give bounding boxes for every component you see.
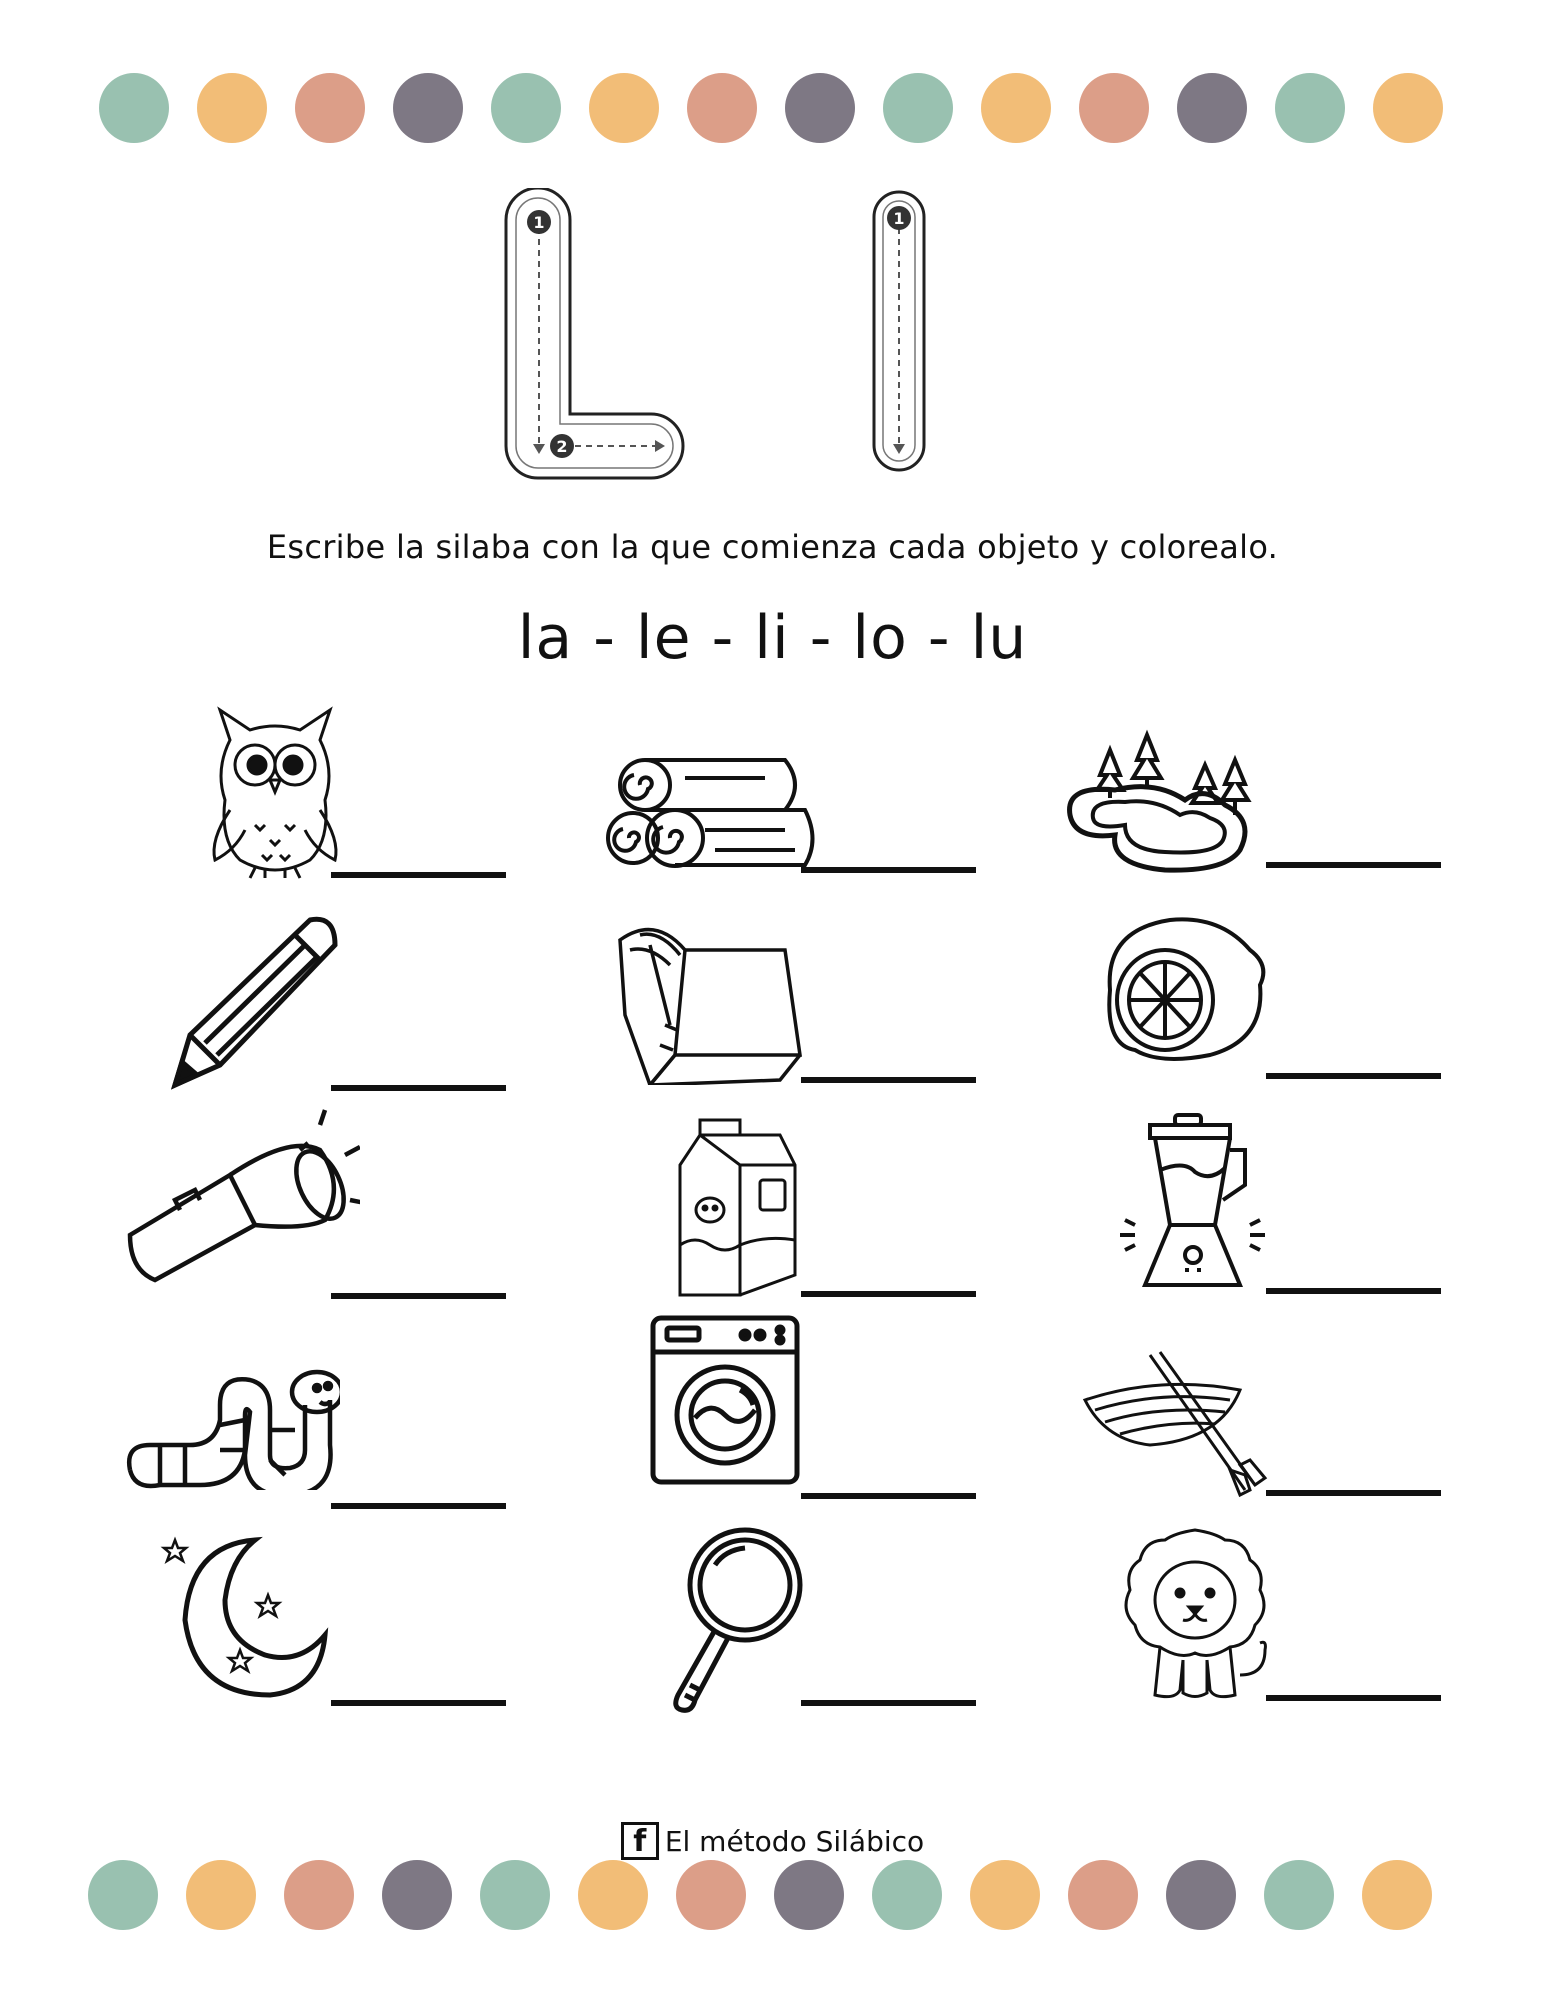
footer-text: El método Silábico	[664, 1824, 925, 1858]
instruction-text: Escribe la silaba con la que comienza cada objeto y colorealo.	[266, 528, 1279, 566]
bottom-dot-row	[0, 1860, 1545, 1932]
answer-line[interactable]	[331, 1503, 506, 1509]
owl-icon	[200, 700, 350, 890]
answer-line[interactable]	[801, 1700, 976, 1706]
lion-icon	[1115, 1525, 1275, 1705]
item-flashlight	[120, 1105, 500, 1305]
lowercase-step-1: 1	[893, 209, 905, 228]
decorative-dot	[491, 73, 561, 143]
decorative-dot	[186, 1860, 256, 1930]
decorative-dot	[197, 73, 267, 143]
letter-tracing	[0, 188, 1545, 488]
decorative-dot	[1079, 73, 1149, 143]
uppercase-l-tracing	[506, 188, 683, 478]
pencil-icon	[155, 905, 345, 1095]
decorative-dot	[883, 73, 953, 143]
answer-line[interactable]	[801, 1291, 976, 1297]
decorative-dot	[774, 1860, 844, 1930]
answer-line[interactable]	[331, 872, 506, 878]
item-moon	[120, 1525, 500, 1725]
decorative-dot	[589, 73, 659, 143]
decorative-dot	[88, 1860, 158, 1930]
logs-icon	[605, 740, 815, 880]
decorative-dot	[393, 73, 463, 143]
decorative-dot	[1373, 73, 1443, 143]
facebook-icon[interactable]: f	[621, 1822, 659, 1860]
item-owl	[120, 690, 500, 890]
answer-line[interactable]	[331, 1085, 506, 1091]
decorative-dot	[1177, 73, 1247, 143]
blender-icon	[1115, 1110, 1275, 1300]
decorative-dot	[687, 73, 757, 143]
item-book	[590, 900, 970, 1100]
decorative-dot	[1264, 1860, 1334, 1930]
decorative-dot	[295, 73, 365, 143]
decorative-dot	[981, 73, 1051, 143]
uppercase-step-2: 2	[556, 437, 568, 456]
moon-icon	[160, 1525, 340, 1700]
top-dot-row	[0, 73, 1545, 145]
flashlight-icon	[120, 1105, 360, 1285]
item-logs	[590, 690, 970, 890]
decorative-dot	[676, 1860, 746, 1930]
item-washer	[590, 1310, 970, 1510]
item-lake	[1055, 690, 1435, 890]
answer-line[interactable]	[331, 1293, 506, 1299]
item-lemon	[1055, 900, 1435, 1100]
answer-line[interactable]	[801, 1077, 976, 1083]
lake-icon	[1055, 690, 1265, 880]
book-icon	[615, 915, 805, 1085]
lowercase-l-tracing	[874, 192, 924, 470]
answer-line[interactable]	[801, 1493, 976, 1499]
decorative-dot	[99, 73, 169, 143]
milk-carton-icon	[670, 1110, 810, 1300]
item-pencil	[120, 900, 500, 1100]
lemon-icon	[1090, 910, 1270, 1070]
worm-icon	[120, 1350, 340, 1490]
magnifying-glass-icon	[650, 1520, 810, 1720]
decorative-dot	[1362, 1860, 1432, 1930]
decorative-dot	[872, 1860, 942, 1930]
decorative-dot	[785, 73, 855, 143]
item-worm	[120, 1310, 500, 1510]
item-boat	[1055, 1310, 1435, 1510]
uppercase-step-1: 1	[533, 213, 545, 232]
syllable-list: la - le - li - lo - lu	[517, 603, 1028, 673]
decorative-dot	[578, 1860, 648, 1930]
answer-line[interactable]	[331, 1700, 506, 1706]
decorative-dot	[382, 1860, 452, 1930]
decorative-dot	[1068, 1860, 1138, 1930]
decorative-dot	[480, 1860, 550, 1930]
answer-line[interactable]	[1266, 1490, 1441, 1496]
decorative-dot	[1166, 1860, 1236, 1930]
item-milk	[590, 1105, 970, 1305]
answer-line[interactable]	[801, 867, 976, 873]
decorative-dot	[1275, 73, 1345, 143]
item-magnifier	[590, 1525, 970, 1725]
answer-line[interactable]	[1266, 1288, 1441, 1294]
decorative-dot	[970, 1860, 1040, 1930]
answer-line[interactable]	[1266, 862, 1441, 868]
answer-line[interactable]	[1266, 1695, 1441, 1701]
item-blender	[1055, 1105, 1435, 1305]
footer-credit	[0, 1822, 1545, 1860]
decorative-dot	[284, 1860, 354, 1930]
washing-machine-icon	[645, 1310, 805, 1490]
tracing-svg	[0, 188, 1545, 488]
answer-line[interactable]	[1266, 1073, 1441, 1079]
item-lion	[1055, 1525, 1435, 1725]
boat-icon	[1080, 1350, 1280, 1500]
